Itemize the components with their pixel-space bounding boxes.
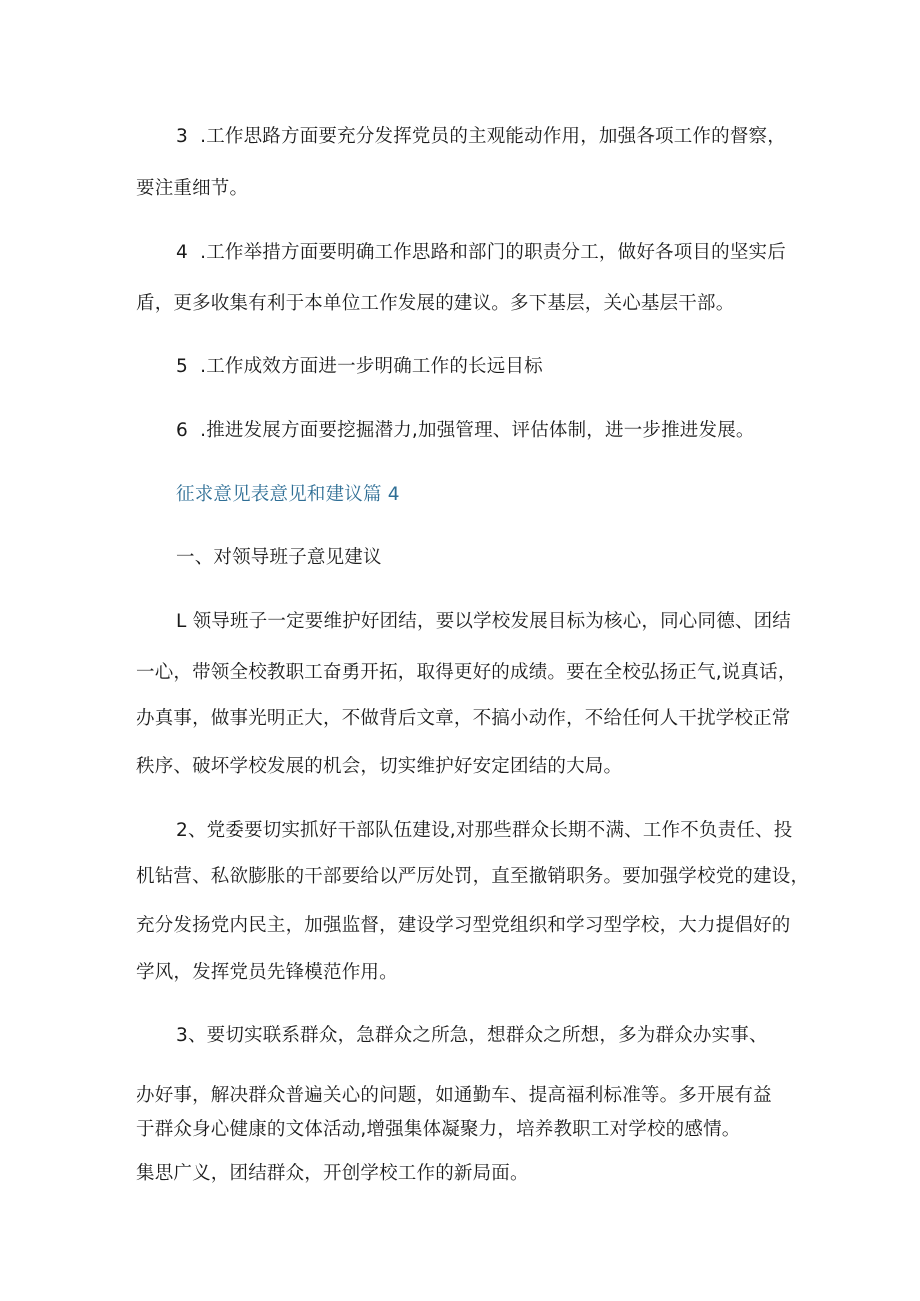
subsection-title: 一、对领导班子意见建议: [176, 547, 382, 568]
paragraph-5-line-1: 5 .工作成效方面进一步明确工作的长远目标: [176, 356, 543, 377]
item-1-line-4: 秩序、破坏学校发展的机会，切实维护好安定团结的大局。: [136, 756, 623, 777]
item-1-line-2: 一心，带领全校教职工奋勇开拓，取得更好的成绩。要在全校弘扬正气,说真话，: [136, 662, 797, 683]
item-2-line-2: 机钻营、私欲膨胀的干部要给以严厉处罚，直至撤销职务。要加强学校党的建设，: [136, 866, 810, 887]
paragraph-4-line-2: 盾，更多收集有利于本单位工作发展的建议。多下基层，关心基层干部。: [136, 293, 735, 314]
paragraph-4-line-1: 4 .工作举措方面要明确工作思路和部门的职责分工，做好各项目的坚实后: [176, 242, 786, 263]
section-heading: 征求意见表意见和建议篇 4: [176, 484, 400, 505]
item-2-line-4: 学风，发挥党员先锋模范作用。: [136, 962, 398, 983]
item-3-line-1: 3、要切实联系群众，急群众之所急，想群众之所想，多为群众办实事、: [176, 1025, 768, 1046]
item-3-line-4: 集思广义，团结群众，开创学校工作的新局面。: [136, 1163, 529, 1184]
item-2-line-1: 2、党委要切实抓好干部队伍建设,对那些群众长期不满、工作不负责任、投: [176, 820, 793, 841]
item-2-line-3: 充分发扬党内民主，加强监督，建设学习型党组织和学习型学校，大力提倡好的: [136, 915, 791, 936]
item-3-line-3: 于群众身心健康的文体活动,增强集体凝聚力，培养教职工对学校的感情。: [136, 1119, 741, 1140]
paragraph-6-line-1: 6 .推进发展方面要挖掘潜力,加强管理、评估体制，进一步推进发展。: [176, 420, 755, 441]
item-1-line-3: 办真事，做事光明正大，不做背后文章，不搞小动作，不给任何人干扰学校正常: [136, 708, 791, 729]
paragraph-3-line-1: 3 .工作思路方面要充分发挥党员的主观能动作用，加强各项工作的督察，: [176, 126, 786, 147]
item-3-line-2: 办好事，解决群众普遍关心的问题，如通勤车、提高福利标准等。多开展有益: [136, 1085, 772, 1106]
item-1-line-1: L 领导班子一定要维护好团结，要以学校发展目标为核心，同心同德、团结: [176, 611, 791, 632]
paragraph-3-line-2: 要注重细节。: [136, 178, 249, 199]
